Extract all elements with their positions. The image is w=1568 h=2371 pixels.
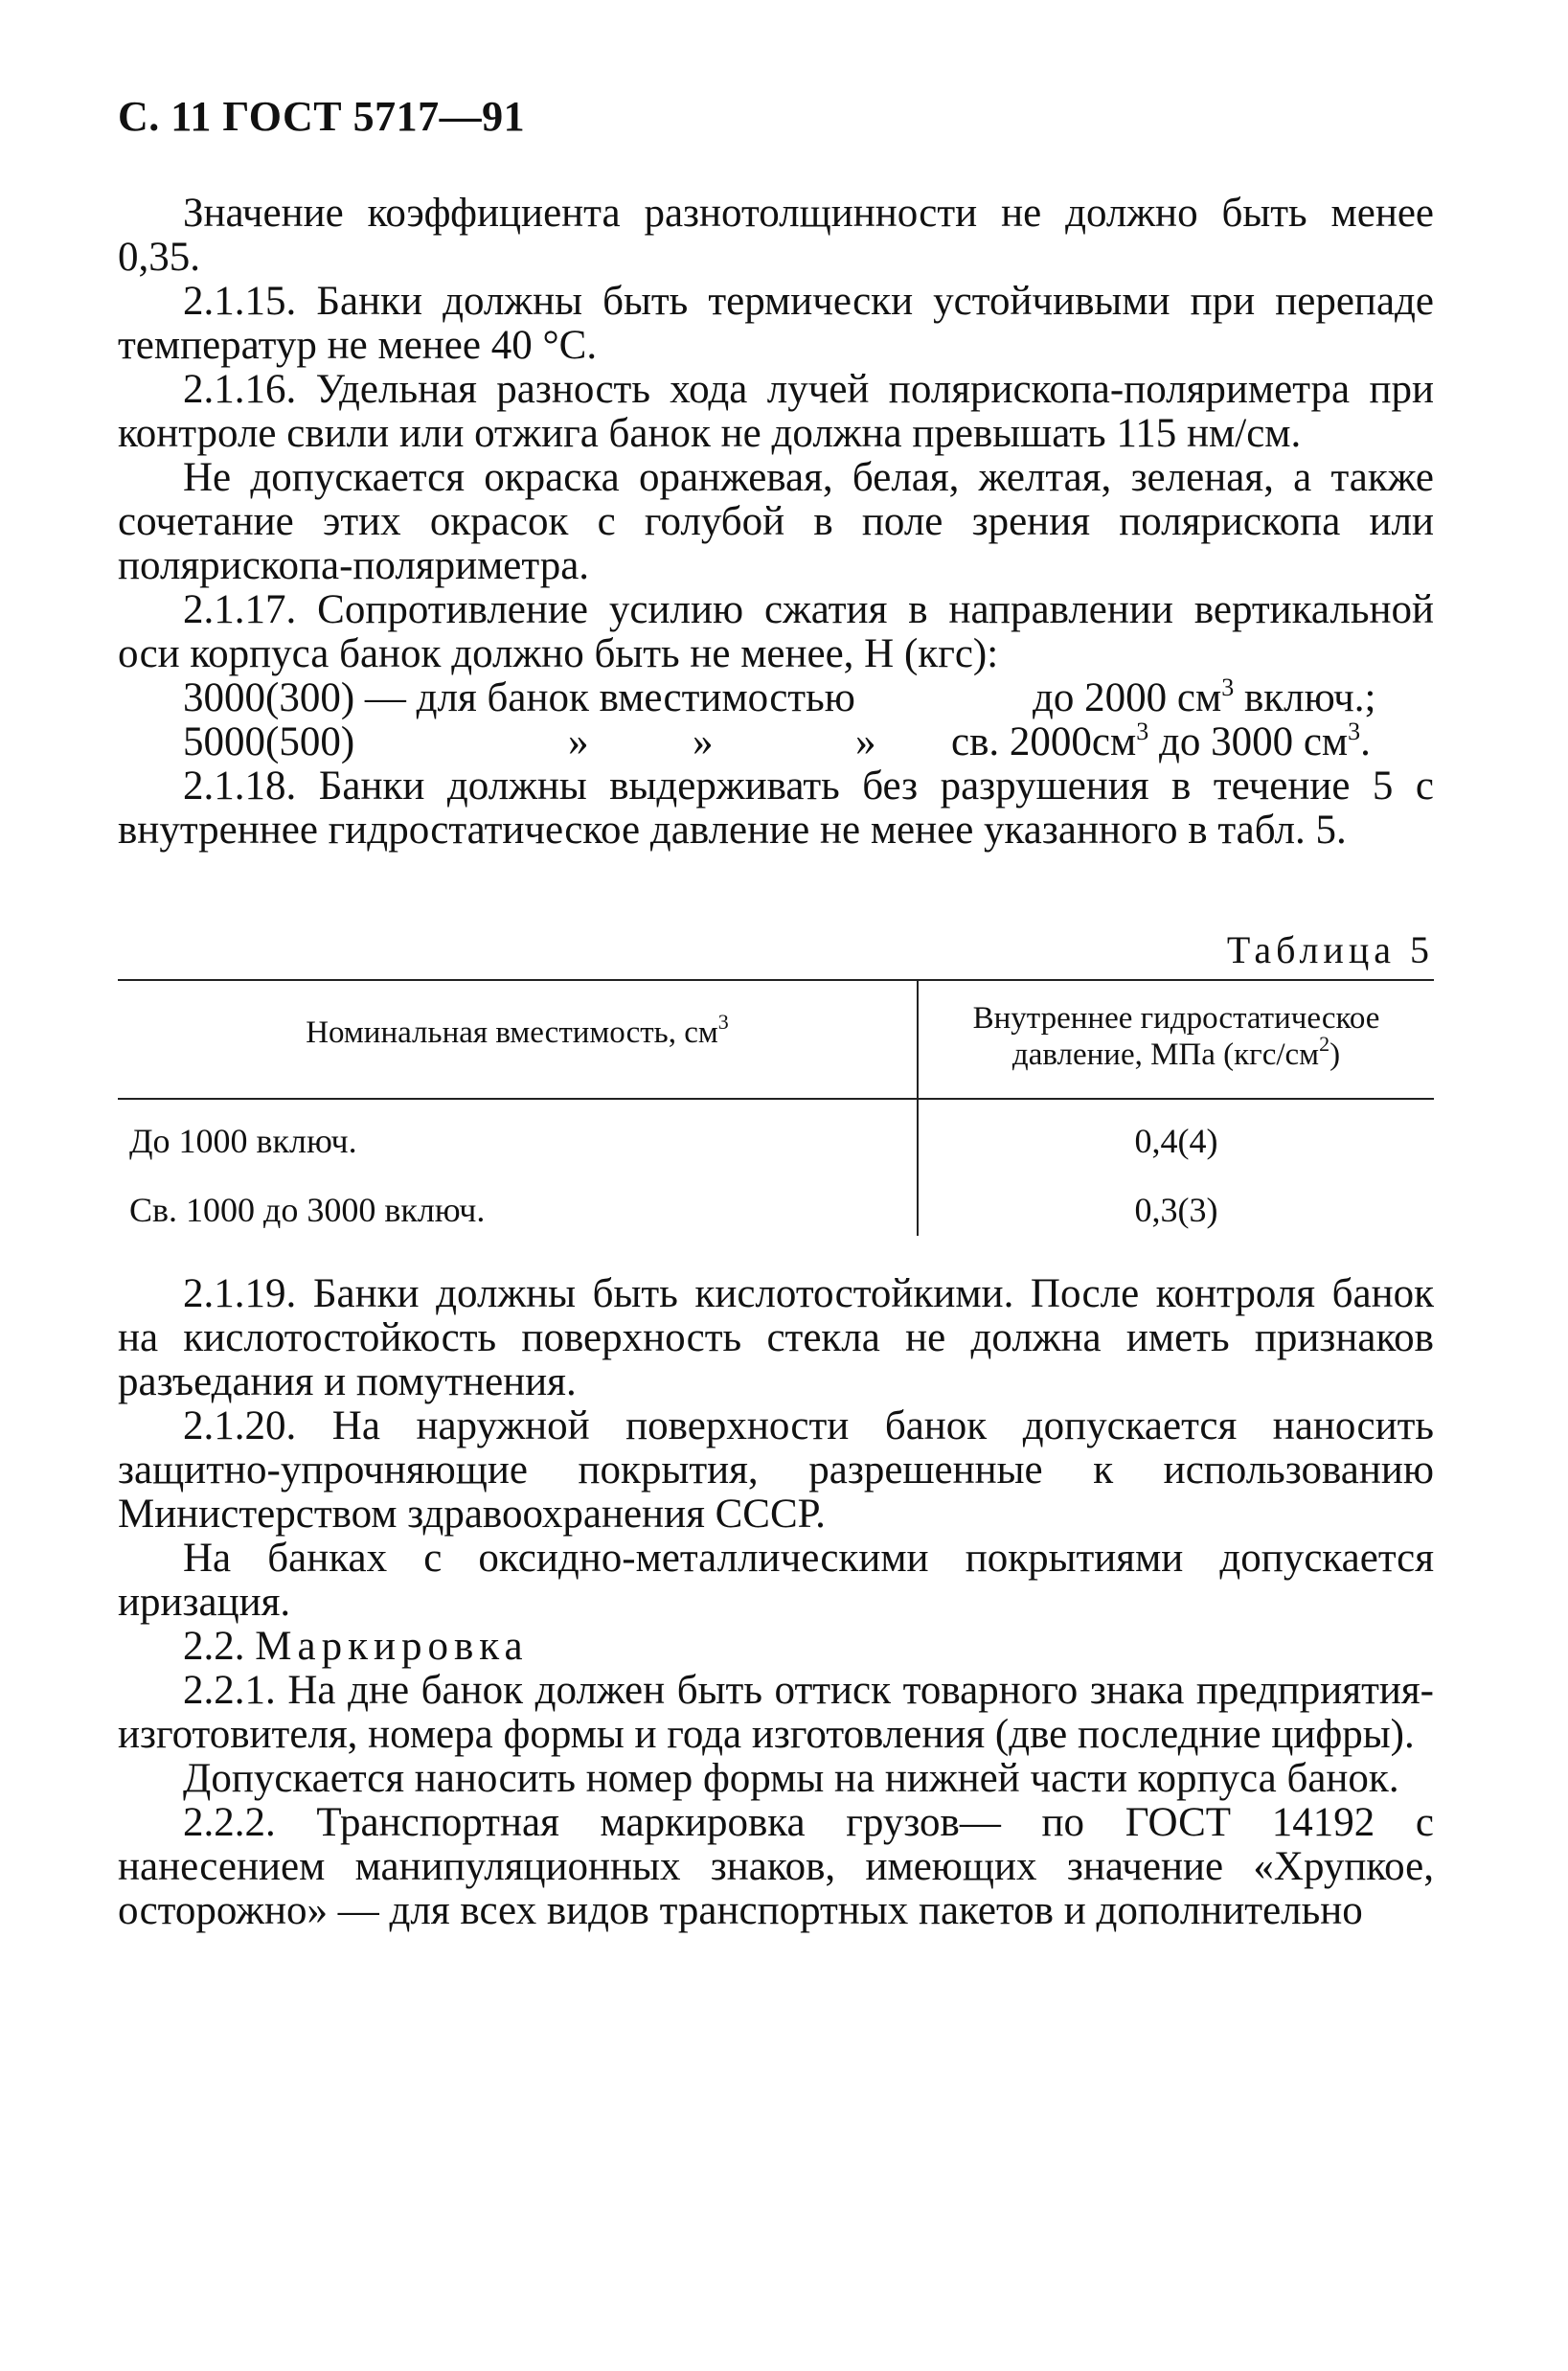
table-caption: Таблица 5: [1226, 928, 1434, 971]
capacity-line-1-range: [1033, 673, 1376, 720]
capacity-text: включ.;: [1234, 675, 1376, 720]
paragraph-2-1-18: 2.1.18. Банки должны выдерживать без разрушения в течение 5 с внутреннее гидростатическое давление не менее указанного в табл. 5.: [118, 764, 1434, 853]
table-5: [118, 979, 1434, 1236]
paragraph-2-1-16: 2.1.16. Удельная разность хода лучей полярископа-поляриметра при контроле свили или отжига банок не должна превышать 115 нм/см.: [118, 367, 1434, 456]
paragraph-2-1-15: 2.1.15. Банки должны быть термически устойчивыми при перепаде температур не менее 40 °С.: [118, 279, 1434, 368]
page-header: С. 11 ГОСТ 5717—91: [118, 93, 526, 140]
paragraph: Не допускается окраска оранжевая, белая, желтая, зеленая, а также сочетание этих окрасок с голубой в поле зрения полярископа или полярископа-поляриметра.: [118, 455, 1434, 588]
ditto-mark: »: [855, 719, 876, 764]
section-title: Маркировка: [255, 1624, 529, 1669]
header-text: ): [1329, 1037, 1341, 1072]
superscript: 3: [1348, 718, 1361, 745]
capacity-line-2: [118, 720, 1434, 764]
ditto-mark: »: [693, 719, 714, 764]
header-text: Номинальная вместимость, см: [306, 1015, 718, 1050]
ditto-mark: »: [568, 719, 589, 764]
paragraph-2-1-19: 2.1.19. Банки должны быть кислотостойкими. После контроля банок на кислотостойкость поверхность стекла не должна иметь признаков разъедания и помутнения.: [118, 1271, 1434, 1404]
paragraph: Значение коэффициента разнотолщинности не должно быть менее 0,35.: [118, 191, 1434, 280]
section-heading-2-2: [118, 1625, 1434, 1669]
capacity-text: до 2000 см: [1033, 675, 1222, 720]
table-cell-capacity: До 1000 включ.: [129, 1122, 357, 1160]
paragraph: Допускается наносить номер формы на нижней части корпуса банок.: [183, 1756, 1399, 1801]
superscript: 3: [717, 1010, 729, 1034]
capacity-line-1-lead: 3000(300) — для банок вместимостью: [183, 675, 855, 720]
paragraph-2-1-17: 2.1.17. Сопротивление усилию сжатия в направлении вертикальной оси корпуса банок должно быть не менее, Н (кгс):: [118, 587, 1434, 676]
capacity-text: до 3000 см: [1148, 719, 1349, 764]
table-cell-pressure: 0,3(3): [1134, 1191, 1218, 1229]
paragraph-2-2-1: 2.2.1. На дне банок должен быть оттиск товарного знака предприятия-изготовителя, номера формы и года изготовления (две последние цифры).: [118, 1668, 1434, 1757]
superscript: 2: [1319, 1032, 1330, 1056]
table-cell-capacity: Св. 1000 до 3000 включ.: [129, 1191, 486, 1229]
capacity-text: св. 2000см: [951, 719, 1137, 764]
header-line-2: [919, 1032, 1434, 1073]
capacity-line-2-lead: 5000(500): [183, 719, 355, 764]
superscript: 3: [1136, 718, 1149, 745]
text-block-top: [118, 192, 1434, 853]
superscript: 3: [1221, 673, 1235, 701]
section-number: 2.2.: [183, 1624, 245, 1669]
paragraph-2-1-20: 2.1.20. На наружной поверхности банок допускается наносить защитно-упрочняющие покрытия, разрешенные к использованию Министерством здравоохранения СССР.: [118, 1403, 1434, 1537]
capacity-text: .: [1360, 719, 1371, 764]
capacity-line-1: [118, 673, 1434, 720]
header-text: Внутреннее гидростатическое: [972, 1001, 1380, 1036]
table-rule: [118, 979, 1434, 981]
paragraph-2-2-2: 2.2.2. Транспортная маркировка грузов— по ГОСТ 14192 с нанесением манипуляционных знаков, имеющих значение «Хрупкое, осторожно» — для всех видов транспортных пакетов и дополнительно: [118, 1800, 1434, 1933]
table-header-capacity: [118, 1010, 917, 1051]
table-cell-pressure: 0,4(4): [1134, 1122, 1218, 1160]
text-block-bottom: [118, 1272, 1434, 1933]
header-text: давление, МПа (кгс/см: [1011, 1037, 1320, 1072]
capacity-line-2-range: [951, 720, 1371, 764]
paragraph: На банках с оксидно-металлическими покрытиями допускается иризация.: [118, 1536, 1434, 1625]
table-rule: [118, 1098, 1434, 1100]
table-header-pressure: [919, 1000, 1434, 1073]
